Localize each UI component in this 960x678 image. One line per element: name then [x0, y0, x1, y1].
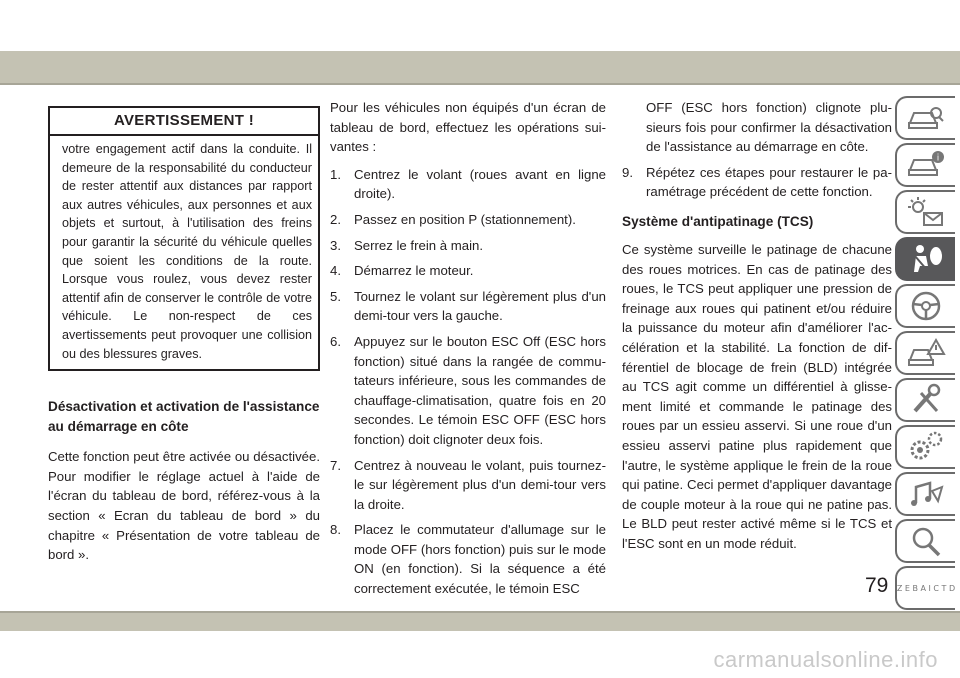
list-item: 7. Centrez à nouveau le volant, puis tournez-le sur légèrement plus d'un demi-tour vers la droite. [330, 457, 606, 512]
list-item: 6. Appuyez sur le bouton ESC Off (ESC hors fonction) situé dans la rangée de commutateurs inférieure, sous les commandes de chauffage-climatisation, quatre fois en 20 secondes. Le témoin ESC OFF (ESC hors fonction) doit clignoter deux fois. [330, 333, 606, 447]
warning-lights-icon [906, 195, 946, 229]
wrench-icon [906, 383, 946, 417]
tab-warning-lights[interactable] [895, 190, 955, 234]
tab-car-search[interactable] [895, 96, 955, 140]
chapter-tabs [895, 96, 960, 613]
tab-car-info[interactable] [895, 143, 955, 187]
car-info-icon [906, 148, 946, 182]
procedure-intro: Pour les véhicules non équipés d'un écran de tableau de bord, effectuez les opérations suivantes : [330, 100, 606, 155]
warning-body: votre engagement actif dans la conduite. Il demeure de la responsabilité du conducteur de rester attentif aux distances par rapport aux autres véhicules, aux personnes et aux objets et surtout, à l'utilisation des freins pour garantir la sécurité du véhicule quelles que soient les conditions de la route. Lorsque vous roulez, vous devez rester attentif afin de conserver le contrôle de votre véhicule. Le non-respect de ces avertissements peut provoquer une collision ou des blessures graves. [62, 142, 312, 361]
column-1 [48, 98, 320, 565]
step-8-continuation: OFF (ESC hors fonction) clignote plusieurs fois pour confirmer la désactivation de l'assistance au démarrage en côte. [646, 100, 892, 155]
tab-specs[interactable] [895, 425, 955, 469]
list-item: 1. Centrez le volant (roues avant en ligne droite). [330, 166, 606, 202]
section-body-hill-start: Cette fonction peut être activée ou désactivée. Pour modifier le réglage actuel à l'aide de l'écran du tableau de bord, référez-vous à la section « Ecran du tableau de bord » du chapitre « Présentation de votre tableau de bord ». [48, 449, 320, 563]
tab-car-warning[interactable] [895, 331, 955, 375]
gears-icon [906, 430, 946, 464]
column-2 [330, 98, 606, 605]
list-item: 2. Passez en position P (stationnement). [330, 211, 576, 227]
top-rule [0, 83, 960, 85]
car-search-icon [906, 101, 946, 135]
bottom-band [0, 613, 960, 631]
procedure-steps [330, 165, 606, 599]
car-warning-icon [906, 336, 946, 370]
watermark: carmanualsonline.info [713, 647, 938, 672]
svg-text:i: i [936, 153, 940, 164]
page-number: 79 [865, 574, 889, 597]
tab-multimedia[interactable] [895, 472, 955, 516]
svg-text:Z E B A I C T D: Z E B A I C T D [896, 584, 956, 593]
magnifier-icon [906, 524, 946, 558]
warning-title: AVERTISSEMENT ! [50, 108, 318, 136]
seatbelt-airbag-icon [906, 242, 946, 276]
list-item: 4. Démarrez le moteur. [330, 263, 474, 279]
section-heading-hill-start: Désactivation et activation de l'assistance au démarrage en côte [48, 399, 320, 435]
steering-wheel-icon [906, 289, 946, 323]
tab-safety[interactable] [895, 237, 955, 281]
warning-box [48, 106, 320, 371]
list-item: 8. Placez le commutateur d'allumage sur le mode OFF (hors fonction) puis sur le mode ON (en fonction). Si la séquence a été correctement exécutée, le témoin ESC [330, 522, 606, 597]
tab-maintenance[interactable] [895, 378, 955, 422]
column-3 [622, 98, 892, 553]
tab-search[interactable] [895, 519, 955, 563]
top-band [0, 51, 960, 83]
music-nav-icon [906, 477, 946, 511]
section-heading-tcs: Système d'antipatinage (TCS) [622, 213, 814, 229]
alphabet-index-icon [896, 571, 956, 605]
section-body-tcs: Ce système surveille le patinage de chacune des roues motrices. En cas de patinage des roues, le TCS peut appliquer une pression de freinage aux roues qui patinent et/ou réduire la puissance du moteur afin d'améliorer l'accélération et la stabilité. La fonction de différentiel de blocage de frein (BLD) intégrée au TCS agit comme un différentiel à glissement limité et commande le patinage des roues par un essieu asservi. Si une roue d'un essieu asservi patine plus rapidement que l'autre, le système applique le frein de la roue qui patine. Ceci permet d'appliquer davantage de couple moteur à la roue qui ne patine pas. Le BLD peut rester activé même si le TCS et l'ESC sont en un mode réduit. [622, 241, 892, 551]
list-item: 5. Tournez le volant sur légèrement plus d'un demi-tour vers la gauche. [330, 288, 606, 324]
list-item: 3. Serrez le frein à main. [330, 237, 483, 253]
tab-index[interactable] [895, 566, 955, 610]
tab-steering[interactable] [895, 284, 955, 328]
list-item: 9. Répétez ces étapes pour restaurer le paramétrage précédent de cette fonction. [622, 164, 892, 200]
